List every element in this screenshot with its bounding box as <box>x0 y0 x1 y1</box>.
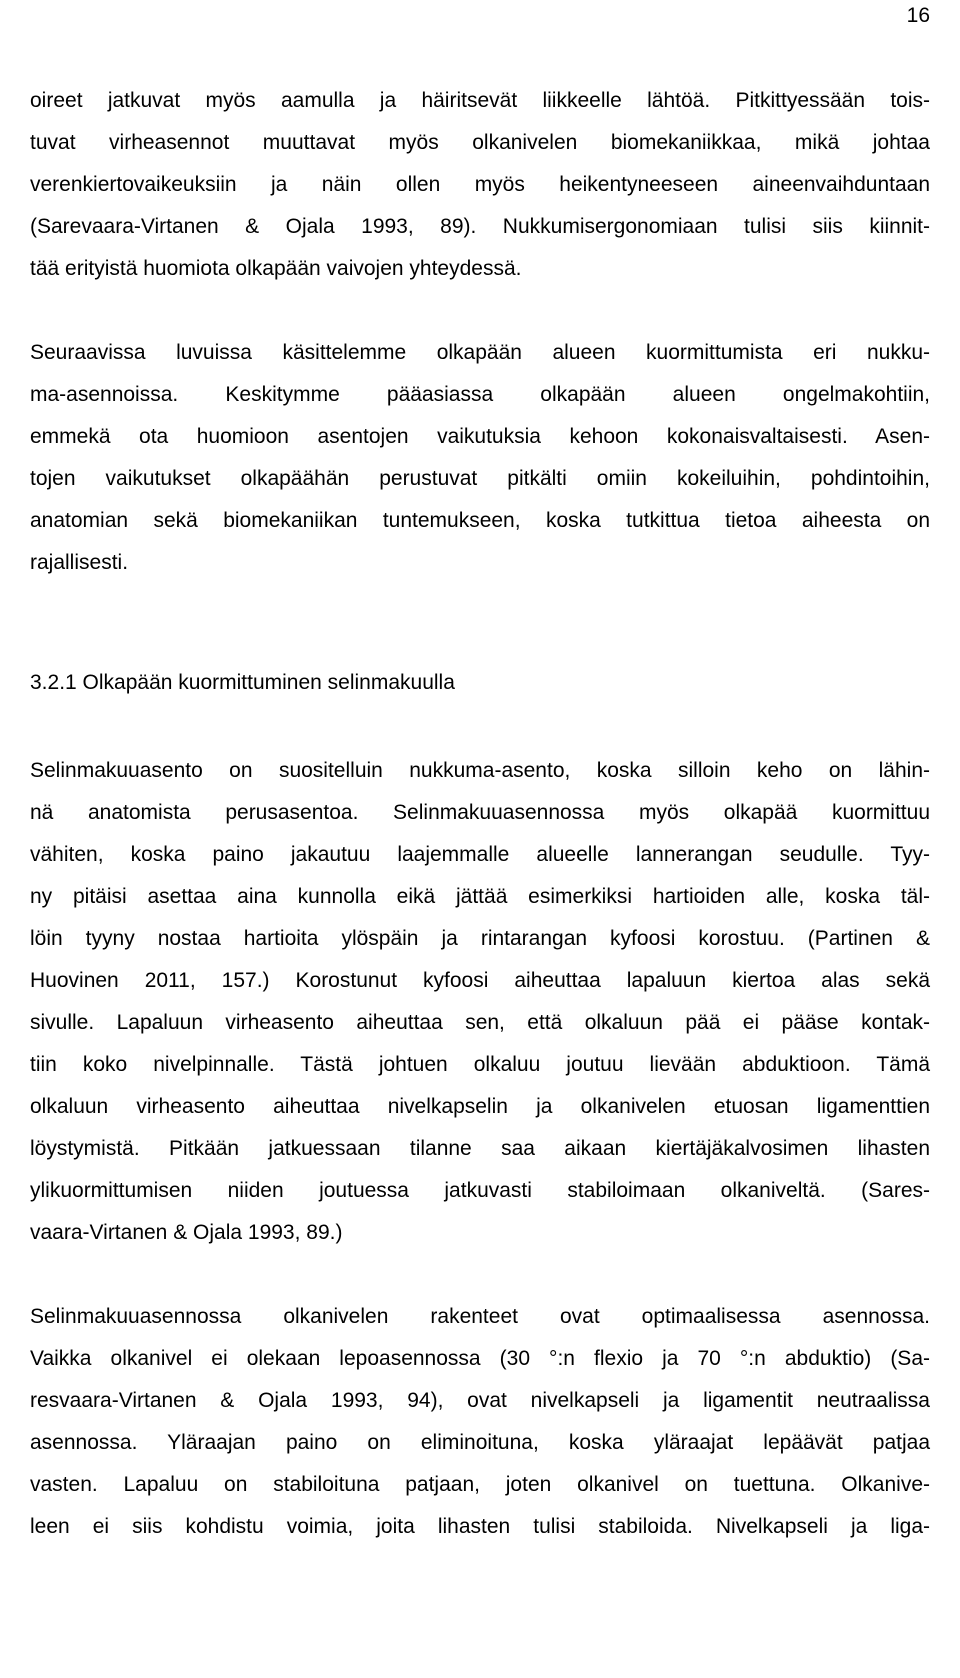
paragraph-2-line-1: Seuraavissa luvuissa käsittelemme olkapään alueen kuormittumista eri nukku- <box>30 341 930 364</box>
paragraph-3-line-2: nä anatomista perusasentoa. Selinmakuuasennossa myös olkapää kuormittuu <box>30 801 930 824</box>
paragraph-2-line-3: emmekä ota huomioon asentojen vaikutuksia kehoon kokonaisvaltaisesti. Asen- <box>30 425 930 448</box>
paragraph-1-line-3: verenkiertovaikeuksiin ja näin ollen myös heikentyneeseen aineenvaihduntaan <box>30 173 930 196</box>
paragraph-3-line-4: ny pitäisi asettaa aina kunnolla eikä jättää esimerkiksi hartioiden alle, koska täl- <box>30 885 930 908</box>
paragraph-1-line-5: tää erityistä huomiota olkapään vaivojen yhteydessä. <box>30 257 522 280</box>
paragraph-2-line-5: anatomian sekä biomekaniikan tuntemukseen, koska tutkittua tietoa aiheesta on <box>30 509 930 532</box>
paragraph-2-line-4: tojen vaikutukset olkapäähän perustuvat pitkälti omiin kokeiluihin, pohdintoihin, <box>30 467 930 490</box>
paragraph-4-line-1: Selinmakuuasennossa olkanivelen rakenteet ovat optimaalisessa asennossa. <box>30 1305 930 1328</box>
paragraph-3-line-8: tiin koko nivelpinnalle. Tästä johtuen olkaluu joutuu lievään abduktioon. Tämä <box>30 1053 930 1076</box>
paragraph-1-line-1: oireet jatkuvat myös aamulla ja häiritsevät liikkeelle lähtöä. Pitkittyessään tois- <box>30 89 930 112</box>
paragraph-3-line-12: vaara-Virtanen & Ojala 1993, 89.) <box>30 1221 343 1244</box>
paragraph-1-line-4: (Sarevaara-Virtanen & Ojala 1993, 89). Nukkumisergonomiaan tulisi siis kiinnit- <box>30 215 930 238</box>
paragraph-3-line-9: olkaluun virheasento aiheuttaa nivelkapselin ja olkanivelen etuosan ligamenttien <box>30 1095 930 1118</box>
paragraph-4-line-4: asennossa. Yläraajan paino on eliminoituna, koska yläraajat lepäävät patjaa <box>30 1431 930 1454</box>
paragraph-4-line-5: vasten. Lapaluu on stabiloituna patjaan, joten olkanivel on tuettuna. Olkanive- <box>30 1473 930 1496</box>
paragraph-4-line-6: leen ei siis kohdistu voimia, joita lihasten tulisi stabiloida. Nivelkapseli ja liga- <box>30 1515 930 1538</box>
paragraph-3-line-1: Selinmakuuasento on suositelluin nukkuma-asento, koska silloin keho on lähin- <box>30 759 930 782</box>
paragraph-2-line-6: rajallisesti. <box>30 551 129 574</box>
paragraph-3-line-5: löin tyyny nostaa hartioita ylöspäin ja rintarangan kyfoosi korostuu. (Partinen & <box>30 927 930 950</box>
paragraph-2-line-2: ma-asennoissa. Keskitymme pääasiassa olkapään alueen ongelmakohtiin, <box>30 383 930 406</box>
paragraph-4-line-2: Vaikka olkanivel ei olekaan lepoasennossa (30 °:n flexio ja 70 °:n abduktio) (Sa- <box>30 1347 930 1370</box>
paragraph-3-line-3: vähiten, koska paino jakautuu laajemmalle alueelle lannerangan seudulle. Tyy- <box>30 843 930 866</box>
paragraph-3-line-10: löystymistä. Pitkään jatkuessaan tilanne saa aikaan kiertäjäkalvosimen lihasten <box>30 1137 930 1160</box>
paragraph-3-line-7: sivulle. Lapaluun virheasento aiheuttaa sen, että olkaluun pää ei pääse kontak- <box>30 1011 930 1034</box>
section-heading: 3.2.1 Olkapään kuormittuminen selinmakuulla <box>30 671 455 694</box>
paragraph-3-line-6: Huovinen 2011, 157.) Korostunut kyfoosi aiheuttaa lapaluun kiertoa alas sekä <box>30 969 930 992</box>
paragraph-4-line-3: resvaara-Virtanen & Ojala 1993, 94), ovat nivelkapseli ja ligamentit neutraalissa <box>30 1389 930 1412</box>
page-number: 16 <box>906 4 930 27</box>
paragraph-1-line-2: tuvat virheasennot muuttavat myös olkanivelen biomekaniikkaa, mikä johtaa <box>30 131 930 154</box>
paragraph-3-line-11: ylikuormittumisen niiden joutuessa jatkuvasti stabiloimaan olkaniveltä. (Sares- <box>30 1179 930 1202</box>
